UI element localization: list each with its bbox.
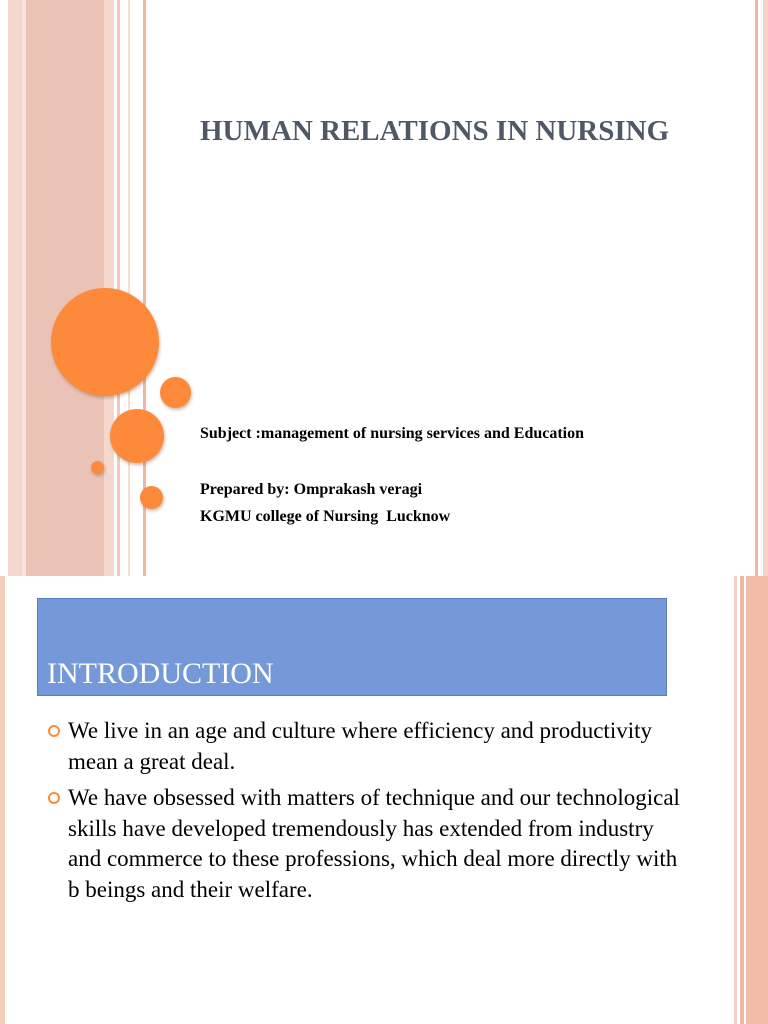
- prepared-by-line: Prepared by: Omprakash veragi: [200, 481, 423, 498]
- decorative-line: [128, 0, 130, 576]
- list-item: [46, 716, 686, 777]
- list-item: [46, 783, 686, 905]
- slide-title: HUMAN RELATIONS IN NURSING: [200, 115, 670, 147]
- decorative-line: [740, 576, 744, 1024]
- subject-line: Subject :management of nursing services and Education: [200, 425, 585, 442]
- decorative-stripe: [26, 0, 104, 576]
- slide-heading: INTRODUCTION: [47, 657, 274, 690]
- decorative-line: [0, 576, 5, 1024]
- hollow-circle-bullet-icon: [48, 792, 60, 804]
- bullet-text: We live in an age and culture where efficiency and productivity mean a great deal.: [68, 718, 652, 774]
- decorative-stripe: [746, 576, 768, 1024]
- college-line: KGMU college of Nursing Lucknow: [200, 508, 451, 525]
- bullet-text: We have obsessed with matters of technique and our technological skills have developed tremendously has extended from industry and commerce to these professions, which deal more directly with b beings and their welfare.: [68, 785, 680, 902]
- decorative-circle-tiny: [91, 461, 104, 474]
- hollow-circle-bullet-icon: [48, 725, 60, 737]
- decorative-line: [763, 0, 768, 576]
- bullet-list: [46, 716, 686, 911]
- decorative-stripe: [8, 0, 22, 576]
- heading-box: [37, 598, 667, 696]
- introduction-slide: [0, 576, 768, 1024]
- decorative-circle-large: [51, 288, 159, 396]
- decorative-circle-medium: [110, 409, 164, 463]
- decorative-line: [755, 0, 758, 576]
- decorative-line: [117, 0, 120, 576]
- decorative-circle-small: [140, 486, 163, 509]
- decorative-line: [734, 576, 737, 1024]
- decorative-circle-small: [160, 377, 191, 408]
